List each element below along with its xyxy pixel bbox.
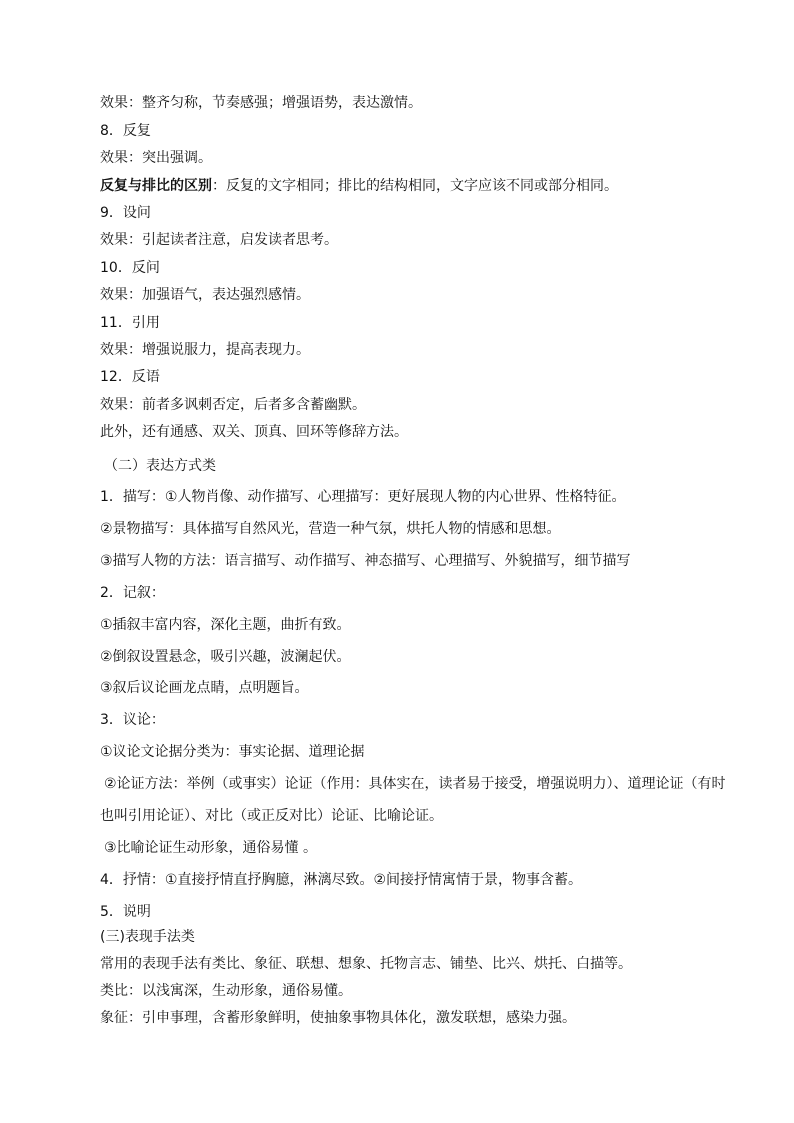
bold-term: 反复与排比的区别 — [100, 178, 212, 194]
text-line: 常用的表现手法有类比、象征、联想、想象、托物言志、铺垫、比兴、烘托、白描等。 — [100, 956, 632, 972]
text-line: ②论证方法：举例（或事实）论证（作用：具体实在，读者易于接受，增强说明力）、道理论证（有时 — [104, 776, 726, 792]
text-line: 类比：以浅寓深，生动形象，通俗易懂。 — [100, 983, 352, 999]
list-heading: 10．反问 — [100, 260, 160, 276]
list-heading: 8．反复 — [100, 123, 151, 139]
text-line: 1．描写：①人物肖像、动作描写、心理描写：更好展现人物的内心世界、性格特征。 — [100, 489, 626, 505]
text-line — [100, 177, 618, 195]
text-line: 效果：整齐匀称，节奏感强；增强语势，表达激情。 — [100, 95, 422, 111]
text-line: 效果：加强语气，表达强烈感情。 — [100, 287, 310, 303]
section-heading: (三)表现手法类 — [100, 929, 195, 945]
text-line: ③描写人物的方法：语言描写、动作描写、神态描写、心理描写、外貌描写，细节描写 — [100, 553, 631, 569]
text-line: ②倒叙设置悬念，吸引兴趣，波澜起伏。 — [100, 649, 351, 665]
text-span: ：反复的文字相同；排比的结构相同，文字应该不同或部分相同。 — [212, 178, 618, 194]
text-line: 效果：引起读者注意，启发读者思考。 — [100, 232, 338, 248]
text-line: ③比喻论证生动形象，通俗易懂 。 — [104, 840, 318, 856]
text-line: 效果：前者多讽刺否定，后者多含蓄幽默。 — [100, 397, 366, 413]
text-line: ③叙后议论画龙点睛，点明题旨。 — [100, 680, 309, 696]
list-heading: 5．说明 — [100, 904, 151, 920]
text-line: 此外，还有通感、双关、顶真、回环等修辞方法。 — [100, 424, 408, 440]
list-heading: 9．设问 — [100, 205, 151, 221]
text-line: 也叫引用论证）、对比（或正反对比）论证、比喻论证。 — [100, 808, 443, 824]
text-line: 象征：引申事理，含蓄形象鲜明，使抽象事物具体化，激发联想，感染力强。 — [100, 1010, 576, 1026]
list-heading: 12．反语 — [100, 369, 160, 385]
text-line: 4．抒情：①直接抒情直抒胸臆，淋漓尽致。②间接抒情寓情于景，物事含蓄。 — [100, 872, 583, 888]
text-line: ①插叙丰富内容，深化主题，曲折有致。 — [100, 617, 351, 633]
text-line: 效果：增强说服力，提高表现力。 — [100, 342, 310, 358]
list-heading: 2．记叙： — [100, 585, 165, 601]
section-heading: （二）表达方式类 — [104, 458, 216, 474]
text-line: ①议论文论据分类为：事实论据、道理论据 — [100, 744, 365, 760]
text-line: ②景物描写：具体描写自然风光，营造一种气氛，烘托人物的情感和思想。 — [100, 521, 561, 537]
list-heading: 11．引用 — [100, 315, 160, 331]
list-heading: 3．议论： — [100, 712, 165, 728]
text-line: 效果：突出强调。 — [100, 150, 212, 166]
